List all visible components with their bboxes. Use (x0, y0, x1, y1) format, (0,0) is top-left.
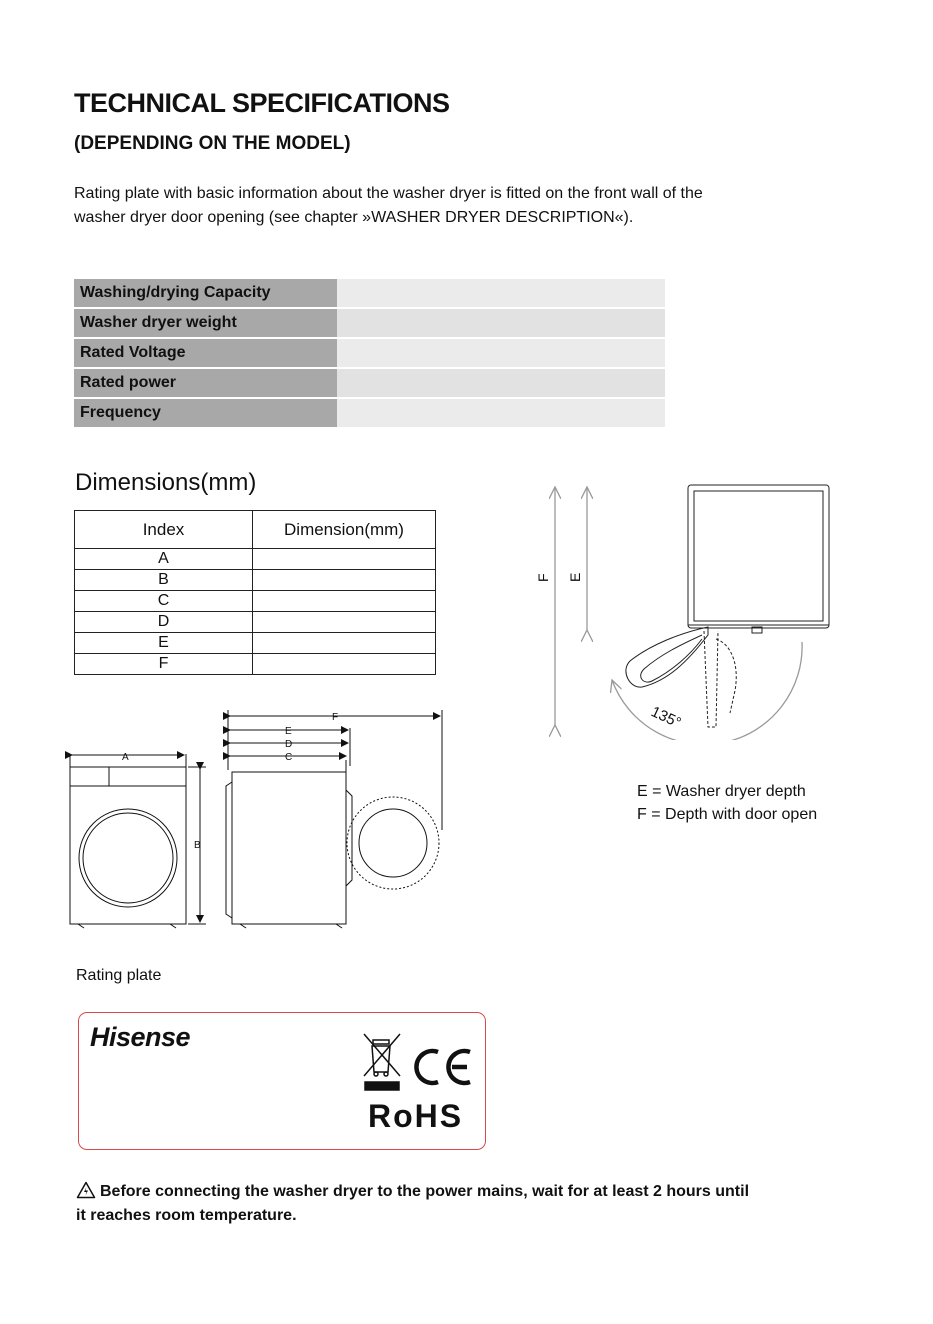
arrow-label-e: E (567, 572, 583, 582)
dimensions-title: Dimensions(mm) (75, 469, 257, 496)
spec-row (74, 309, 665, 337)
dim-value (253, 570, 436, 591)
table-row (75, 633, 436, 654)
dim-index: B (75, 570, 253, 591)
dim-index: D (75, 612, 253, 633)
dimensions-header-row (75, 511, 436, 549)
spec-value (337, 399, 665, 427)
spec-row (74, 399, 665, 427)
washer-side-view (226, 710, 442, 928)
angle-label: 135° (648, 703, 684, 732)
rohs-mark: RoHS (368, 1098, 464, 1134)
warning-note (76, 1180, 876, 1228)
spec-value (337, 309, 665, 337)
spec-value (337, 279, 665, 307)
warning-triangle-icon (76, 1181, 96, 1199)
rating-plate-label: Rating plate (76, 967, 162, 984)
col-header-dimension: Dimension(mm) (253, 511, 436, 549)
page-title: TECHNICAL SPECIFICATIONS (74, 88, 450, 118)
dim-value (253, 654, 436, 675)
label-f: F (332, 712, 339, 723)
legend-f: F = Depth with door open (637, 806, 818, 823)
table-row (75, 612, 436, 633)
table-row (75, 591, 436, 612)
label-b: B (194, 840, 201, 851)
table-row (75, 654, 436, 675)
ce-mark-icon (416, 1051, 470, 1083)
intro-paragraph (74, 182, 834, 230)
dim-value (253, 633, 436, 654)
label-d: D (285, 739, 293, 750)
dim-index: A (75, 549, 253, 570)
label-e: E (285, 726, 292, 737)
dimensions-table (74, 510, 436, 675)
spec-row (74, 339, 665, 367)
warning-text-2: it reaches room temperature. (76, 1207, 297, 1224)
spec-label: Frequency (74, 399, 337, 427)
washer-front-view (70, 754, 206, 928)
intro-line-2: washer dryer door opening (see chapter »WASHER DRYER DESCRIPTION«). (74, 209, 634, 226)
washer-dimension-drawing (60, 700, 460, 935)
dim-index: E (75, 633, 253, 654)
arrow-label-f: F (535, 573, 551, 582)
spec-label: Washing/drying Capacity (74, 279, 337, 307)
spec-label: Washer dryer weight (74, 309, 337, 337)
spec-table (74, 277, 665, 429)
table-row (75, 549, 436, 570)
legend-e: E = Washer dryer depth (637, 783, 806, 800)
label-a: A (122, 752, 129, 763)
warning-line-1 (76, 1180, 876, 1204)
brand-logo: Hisense (90, 1022, 191, 1052)
intro-line-1: Rating plate with basic information about the washer dryer is fitted on the front wall of the (74, 185, 703, 202)
door-opening-drawing (520, 475, 840, 740)
label-c: C (285, 752, 293, 763)
weee-bin-icon (364, 1034, 400, 1090)
dim-value (253, 591, 436, 612)
dim-index: C (75, 591, 253, 612)
dim-value (253, 549, 436, 570)
spec-value (337, 339, 665, 367)
spec-label: Rated Voltage (74, 339, 337, 367)
dim-index: F (75, 654, 253, 675)
table-row (75, 570, 436, 591)
spec-row (74, 279, 665, 307)
certification-marks (360, 1030, 480, 1096)
col-header-index: Index (75, 511, 253, 549)
spec-value (337, 369, 665, 397)
spec-label: Rated power (74, 369, 337, 397)
dim-value (253, 612, 436, 633)
page-subtitle: (DEPENDING ON THE MODEL) (74, 133, 351, 154)
depth-legend (637, 780, 817, 826)
warning-text-1: Before connecting the washer dryer to the power mains, wait for at least 2 hours until (100, 1183, 750, 1200)
spec-row (74, 369, 665, 397)
